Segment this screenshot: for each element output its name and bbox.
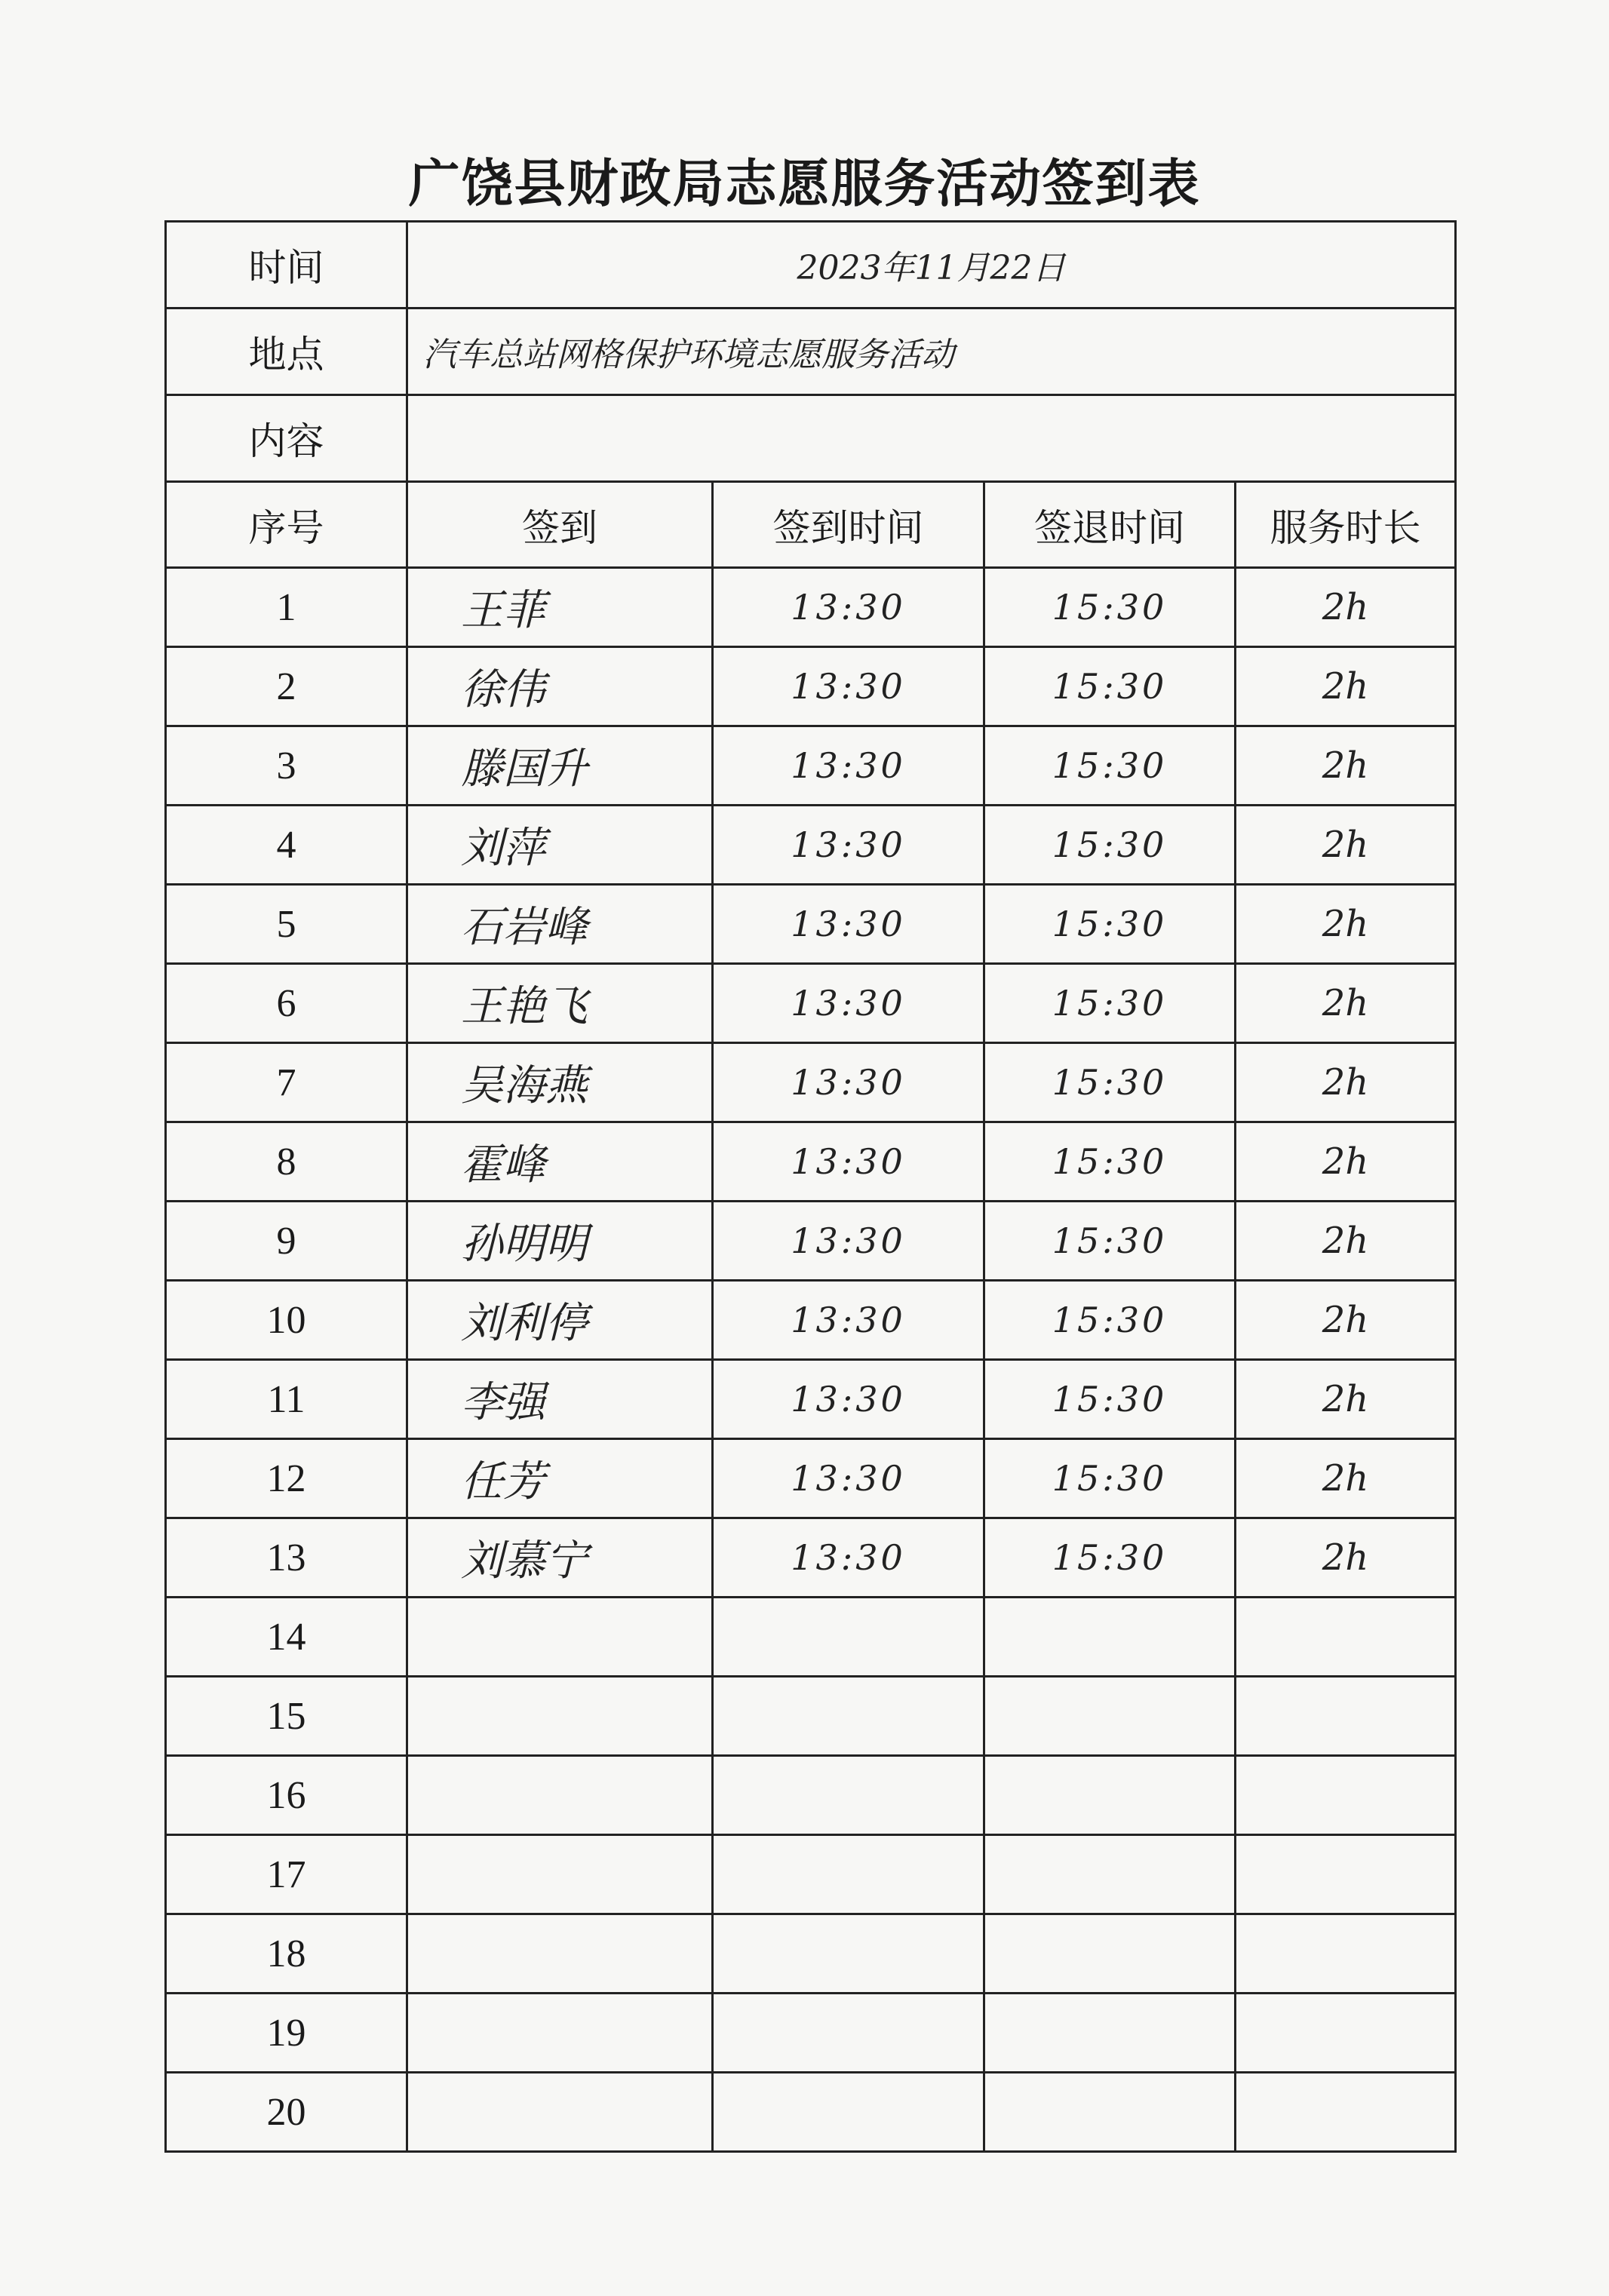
- row-sign-in-time[interactable]: 13:30: [713, 1281, 984, 1360]
- table-row: [166, 1281, 1456, 1360]
- row-sign-in-time[interactable]: 13:30: [713, 1122, 984, 1202]
- row-index: 17: [166, 1835, 407, 1914]
- table-row: [166, 1439, 1456, 1518]
- row-sign-in-time[interactable]: [713, 2073, 984, 2152]
- row-sign-out-time[interactable]: 15:30: [984, 1439, 1236, 1518]
- table-row: [166, 885, 1456, 964]
- row-duration[interactable]: 2h: [1236, 885, 1456, 964]
- sign-in-table: [164, 220, 1457, 2153]
- header-index: 序号: [166, 482, 407, 568]
- row-index: 4: [166, 806, 407, 885]
- row-duration[interactable]: [1236, 1598, 1456, 1677]
- row-signature[interactable]: [407, 1835, 713, 1914]
- row-duration[interactable]: 2h: [1236, 1122, 1456, 1202]
- table-row: [166, 568, 1456, 647]
- row-sign-out-time[interactable]: 15:30: [984, 806, 1236, 885]
- table-row: [166, 806, 1456, 885]
- row-duration[interactable]: 2h: [1236, 964, 1456, 1043]
- row-signature[interactable]: 刘利停: [407, 1281, 713, 1360]
- header-sign: 签到: [407, 482, 713, 568]
- row-index: 3: [166, 726, 407, 806]
- content-value[interactable]: [407, 395, 1456, 482]
- row-sign-in-time[interactable]: [713, 1835, 984, 1914]
- row-sign-out-time[interactable]: 15:30: [984, 1202, 1236, 1281]
- row-index: 2: [166, 647, 407, 726]
- row-index: 14: [166, 1598, 407, 1677]
- row-signature[interactable]: 任芳: [407, 1439, 713, 1518]
- row-signature[interactable]: 刘慕宁: [407, 1518, 713, 1598]
- row-signature[interactable]: [407, 1994, 713, 2073]
- row-sign-out-time[interactable]: 15:30: [984, 1043, 1236, 1122]
- row-sign-in-time[interactable]: 13:30: [713, 726, 984, 806]
- place-label: 地点: [166, 308, 407, 395]
- table-row: [166, 1756, 1456, 1835]
- row-signature[interactable]: 李强: [407, 1360, 713, 1439]
- row-sign-in-time[interactable]: 13:30: [713, 806, 984, 885]
- row-sign-out-time[interactable]: 15:30: [984, 1360, 1236, 1439]
- row-index: 15: [166, 1677, 407, 1756]
- row-sign-out-time[interactable]: [984, 1756, 1236, 1835]
- table-row: [166, 1598, 1456, 1677]
- row-index: 7: [166, 1043, 407, 1122]
- page-title: 广饶县财政局志愿服务活动签到表: [408, 154, 1201, 214]
- place-value[interactable]: 汽车总站网格保护环境志愿服务活动: [407, 308, 1456, 395]
- row-signature[interactable]: 滕国升: [407, 726, 713, 806]
- row-index: 1: [166, 568, 407, 647]
- table-row: [166, 1122, 1456, 1202]
- row-signature[interactable]: 霍峰: [407, 1122, 713, 1202]
- table-row: [166, 647, 1456, 726]
- time-value[interactable]: 2023年11月22日: [407, 222, 1456, 308]
- row-signature[interactable]: [407, 1756, 713, 1835]
- row-duration[interactable]: [1236, 1914, 1456, 1994]
- row-sign-out-time[interactable]: [984, 1835, 1236, 1914]
- table-row: [166, 964, 1456, 1043]
- row-sign-in-time[interactable]: [713, 1914, 984, 1994]
- row-index: 20: [166, 2073, 407, 2152]
- table-row: [166, 2073, 1456, 2152]
- row-sign-out-time[interactable]: 15:30: [984, 647, 1236, 726]
- row-sign-out-time[interactable]: 15:30: [984, 568, 1236, 647]
- row-sign-in-time[interactable]: 13:30: [713, 647, 984, 726]
- row-sign-in-time[interactable]: 13:30: [713, 1360, 984, 1439]
- row-sign-in-time[interactable]: 13:30: [713, 1202, 984, 1281]
- header-sign-in-time: 签到时间: [713, 482, 984, 568]
- row-sign-out-time[interactable]: 15:30: [984, 1518, 1236, 1598]
- row-signature[interactable]: 王菲: [407, 568, 713, 647]
- row-signature[interactable]: 石岩峰: [407, 885, 713, 964]
- row-sign-out-time[interactable]: [984, 1598, 1236, 1677]
- row-duration[interactable]: [1236, 2073, 1456, 2152]
- table-row: [166, 1043, 1456, 1122]
- row-signature[interactable]: [407, 1598, 713, 1677]
- table-row: [166, 726, 1456, 806]
- row-sign-out-time[interactable]: [984, 1914, 1236, 1994]
- row-sign-in-time[interactable]: 13:30: [713, 964, 984, 1043]
- content-label: 内容: [166, 395, 407, 482]
- row-signature[interactable]: 徐伟: [407, 647, 713, 726]
- row-sign-in-time[interactable]: [713, 1598, 984, 1677]
- row-sign-in-time[interactable]: [713, 1677, 984, 1756]
- table-row: [166, 1518, 1456, 1598]
- row-duration[interactable]: 2h: [1236, 726, 1456, 806]
- row-sign-in-time[interactable]: 13:30: [713, 568, 984, 647]
- row-sign-out-time[interactable]: [984, 1994, 1236, 2073]
- row-duration[interactable]: [1236, 1677, 1456, 1756]
- row-index: 5: [166, 885, 407, 964]
- column-header-row: [166, 482, 1456, 568]
- row-sign-in-time[interactable]: 13:30: [713, 1439, 984, 1518]
- table-row: [166, 1360, 1456, 1439]
- row-sign-out-time[interactable]: 15:30: [984, 726, 1236, 806]
- row-duration[interactable]: 2h: [1236, 1360, 1456, 1439]
- row-index: 6: [166, 964, 407, 1043]
- row-duration[interactable]: [1236, 1994, 1456, 2073]
- time-label: 时间: [166, 222, 407, 308]
- row-duration[interactable]: 2h: [1236, 568, 1456, 647]
- row-index: 12: [166, 1439, 407, 1518]
- time-row: [166, 222, 1456, 308]
- header-duration: 服务时长: [1236, 482, 1456, 568]
- row-duration[interactable]: 2h: [1236, 1281, 1456, 1360]
- row-sign-out-time[interactable]: 15:30: [984, 964, 1236, 1043]
- row-index: 18: [166, 1914, 407, 1994]
- row-index: 19: [166, 1994, 407, 2073]
- row-duration[interactable]: 2h: [1236, 1518, 1456, 1598]
- row-duration[interactable]: [1236, 1756, 1456, 1835]
- row-sign-out-time[interactable]: [984, 2073, 1236, 2152]
- row-index: 8: [166, 1122, 407, 1202]
- table-row: [166, 1914, 1456, 1994]
- place-row: [166, 308, 1456, 395]
- row-index: 10: [166, 1281, 407, 1360]
- table-row: [166, 1994, 1456, 2073]
- row-sign-in-time[interactable]: [713, 1994, 984, 2073]
- row-sign-in-time[interactable]: [713, 1756, 984, 1835]
- row-sign-out-time[interactable]: 15:30: [984, 885, 1236, 964]
- table-row: [166, 1835, 1456, 1914]
- row-index: 11: [166, 1360, 407, 1439]
- row-signature[interactable]: [407, 1914, 713, 1994]
- row-duration[interactable]: 2h: [1236, 647, 1456, 726]
- table-row: [166, 1677, 1456, 1756]
- row-duration[interactable]: 2h: [1236, 806, 1456, 885]
- table-row: [166, 1202, 1456, 1281]
- row-duration[interactable]: 2h: [1236, 1043, 1456, 1122]
- row-duration[interactable]: 2h: [1236, 1439, 1456, 1518]
- row-index: 13: [166, 1518, 407, 1598]
- row-index: 9: [166, 1202, 407, 1281]
- header-sign-out-time: 签退时间: [984, 482, 1236, 568]
- row-signature[interactable]: 王艳飞: [407, 964, 713, 1043]
- content-row: [166, 395, 1456, 482]
- row-signature[interactable]: 刘萍: [407, 806, 713, 885]
- row-duration[interactable]: [1236, 1835, 1456, 1914]
- row-signature[interactable]: 孙明明: [407, 1202, 713, 1281]
- row-sign-out-time[interactable]: 15:30: [984, 1281, 1236, 1360]
- row-sign-in-time[interactable]: 13:30: [713, 1043, 984, 1122]
- row-sign-in-time[interactable]: 13:30: [713, 885, 984, 964]
- row-sign-in-time[interactable]: 13:30: [713, 1518, 984, 1598]
- row-signature[interactable]: [407, 1677, 713, 1756]
- row-signature[interactable]: 吴海燕: [407, 1043, 713, 1122]
- row-duration[interactable]: 2h: [1236, 1202, 1456, 1281]
- row-signature[interactable]: [407, 2073, 713, 2152]
- row-index: 16: [166, 1756, 407, 1835]
- row-sign-out-time[interactable]: [984, 1677, 1236, 1756]
- row-sign-out-time[interactable]: 15:30: [984, 1122, 1236, 1202]
